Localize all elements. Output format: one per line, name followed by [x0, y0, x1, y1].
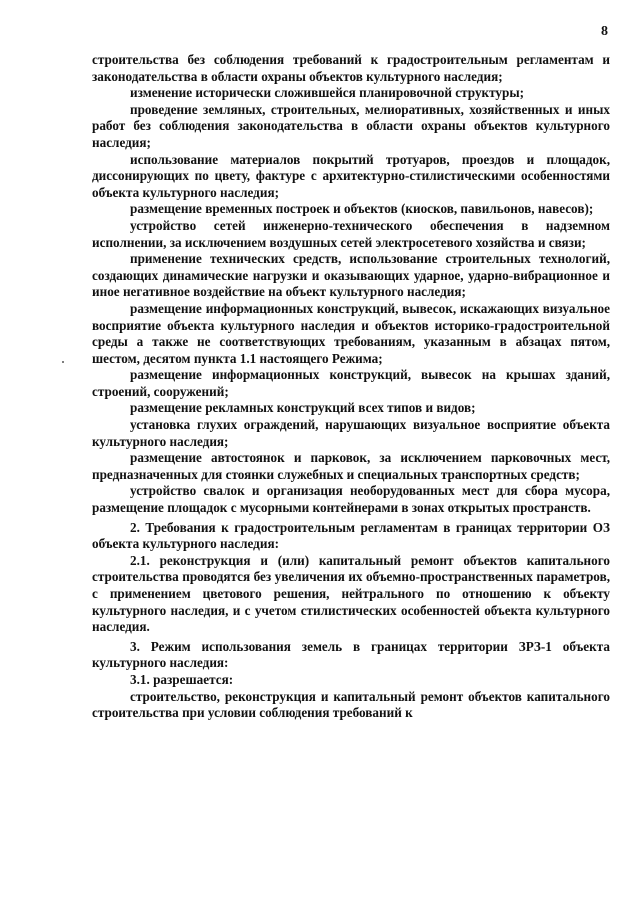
paragraph: строительства без соблюдения требований к градостроительным регламентам и законодательства в области охраны объектов культурного наследия;: [92, 52, 610, 84]
section-heading-2: 2. Требования к градостроительным регламентам в границах территории ОЗ объекта культурного наследия:: [92, 519, 610, 552]
paragraph: использование материалов покрытий тротуаров, проездов и площадок, диссонирующих по цвету, фактуре с архитектурно-стилистическими особенностями объекта культурного наследия;: [92, 151, 610, 200]
page-number: 8: [601, 24, 608, 39]
paragraph: строительство, реконструкция и капитальный ремонт объектов капитального строительства при условии соблюдения требований к: [92, 688, 610, 721]
paragraph: размещение информационных конструкций, вывесок, искажающих визуальное восприятие объекта культурного наследия и объектов историко-градостроительной среды а также не соответствующих требованиям, указанным в абзацах пятом, шестом, десятом пункта 1.1 настоящего Режима;: [92, 300, 610, 366]
paragraph: установка глухих ограждений, нарушающих визуальное восприятие объекта культурного наследия;: [92, 417, 610, 449]
scan-speck: [62, 361, 64, 363]
paragraph: 2.1. реконструкция и (или) капитальный ремонт объектов капитального строительства проводятся без увеличения их объемно-пространственных параметров, с применением цветового решения, нейтрального по отношению к объекту культурного наследия, и с учетом стилистических особенностей объекта культурного наследия.: [92, 552, 610, 635]
paragraph: устройство свалок и организация необорудованных мест для сбора мусора, размещение площадок с мусорными контейнерами в зонах открытых пространств.: [92, 483, 610, 516]
section-heading-3: 3. Режим использования земель в границах территории ЗРЗ-1 объекта культурного наследия:: [92, 638, 610, 671]
subsection-heading: 3.1. разрешается:: [130, 671, 234, 687]
paragraph: изменение исторически сложившейся планировочной структуры;: [130, 85, 525, 101]
paragraph: размещение информационных конструкций, вывесок на крышах зданий, строений, сооружений;: [92, 367, 610, 399]
paragraph: применение технических средств, использование строительных технологий, создающих динамические нагрузки и оказывающих ударное, ударно-вибрационное и иное негативное воздействие на объект культурного наследия;: [92, 251, 610, 300]
paragraph: устройство сетей инженерно-технического обеспечения в надземном исполнении, за исключением воздушных сетей электросетевого хозяйства и связи;: [92, 217, 610, 250]
paragraph: проведение земляных, строительных, мелиоративных, хозяйственных и иных работ без соблюдения законодательства в области охраны объектов культурного наследия;: [92, 101, 610, 150]
document-body: [92, 52, 610, 722]
paragraph: размещение рекламных конструкций всех типов и видов;: [130, 400, 476, 416]
paragraph: размещение автостоянок и парковок, за исключением парковочных мест, предназначенных для стоянки служебных и специальных транспортных средств;: [92, 450, 610, 482]
paragraph: размещение временных построек и объектов (киосков, павильонов, навесов);: [130, 201, 594, 217]
